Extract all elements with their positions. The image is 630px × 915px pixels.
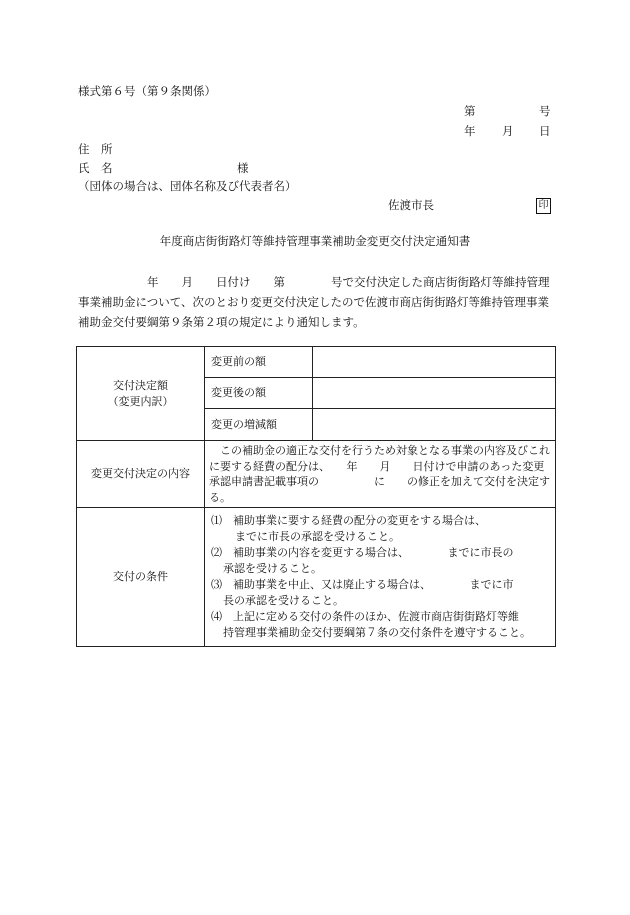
row-value (313, 409, 556, 441)
row-label: 変更前の額 (205, 347, 313, 378)
table-row (77, 441, 556, 508)
condition-continuation: 長の承認を受けること。 (223, 594, 344, 607)
condition-text: 補助事業に要する経費の配分の変更をする場合は、 (233, 514, 486, 527)
honorific: 様 (237, 161, 249, 175)
condition-item (211, 513, 549, 529)
content-label: 変更交付決定の内容 (77, 441, 205, 508)
table-row (77, 508, 556, 647)
form-number: 様式第６号（第９条関係） (78, 84, 216, 98)
row-label: 変更の増減額 (205, 409, 313, 441)
decision-table (76, 346, 556, 647)
conditions-label: 交付の条件 (77, 508, 205, 647)
condition-number: ⑴ (211, 514, 222, 527)
condition-item (211, 609, 549, 625)
condition-item (211, 545, 549, 561)
table-row (77, 347, 556, 378)
condition-number: ⑷ (211, 610, 222, 623)
condition-text: 補助事業の内容を変更する場合は、 までに市長の (233, 546, 514, 559)
condition-text: 補助事業を中止、又は廃止する場合は、 までに市 (233, 578, 514, 591)
name-label: 氏 名 (78, 161, 113, 175)
date-month-label: 月 (502, 124, 514, 138)
seal-icon: 印 (536, 198, 551, 214)
row-value (313, 378, 556, 409)
body-paragraph: 年 月 日付け 第 号で交付決定した商店街街路灯等維持管理事業補助金について、次のとおり変更交付決定したので佐渡市商店街街路灯等維持管理事業補助金交付要綱第９条第２項の規定により通知します。 (78, 275, 550, 329)
document-number-suffix: 号 (539, 104, 551, 118)
condition-continuation: 持管理事業補助金交付要綱第７条の交付条件を遵守すること。 (223, 626, 531, 639)
condition-continuation: までに市長の承認を受けること。 (235, 530, 400, 543)
condition-text: 上記に定める交付の条件のほか、佐渡市商店街街路灯等維 (233, 610, 519, 623)
date-year-label: 年 (464, 124, 476, 138)
content-text: この補助金の適正な交付を行うため対象となる事業の内容及びこれに要する経費の配分は、 年 月 日付けで申請のあった変更承認申請書記載事項の に の修正を加えて交付を決定する。 (205, 441, 556, 508)
document-title: 年度商店街街路灯等維持管理事業補助金変更交付決定通知書 (159, 234, 471, 248)
seal-mark (534, 196, 551, 214)
issuer-name: 佐渡市長 (388, 198, 434, 212)
condition-continuation: 承認を受けること。 (223, 562, 322, 575)
address-label: 住 所 (78, 142, 113, 156)
amount-label: 交付決定額 (113, 378, 168, 392)
document-number-prefix: 第 (464, 104, 476, 118)
condition-number: ⑶ (211, 578, 222, 591)
date-day-label: 日 (539, 124, 551, 138)
condition-item (211, 577, 549, 593)
amount-label-cell (77, 347, 205, 441)
row-label: 変更後の額 (205, 378, 313, 409)
group-note: （団体の場合は、団体名称及び代表者名） (78, 179, 297, 193)
conditions-cell (205, 508, 556, 647)
row-value (313, 347, 556, 378)
condition-number: ⑵ (211, 546, 222, 559)
amount-sublabel: （変更内訳） (107, 394, 174, 408)
